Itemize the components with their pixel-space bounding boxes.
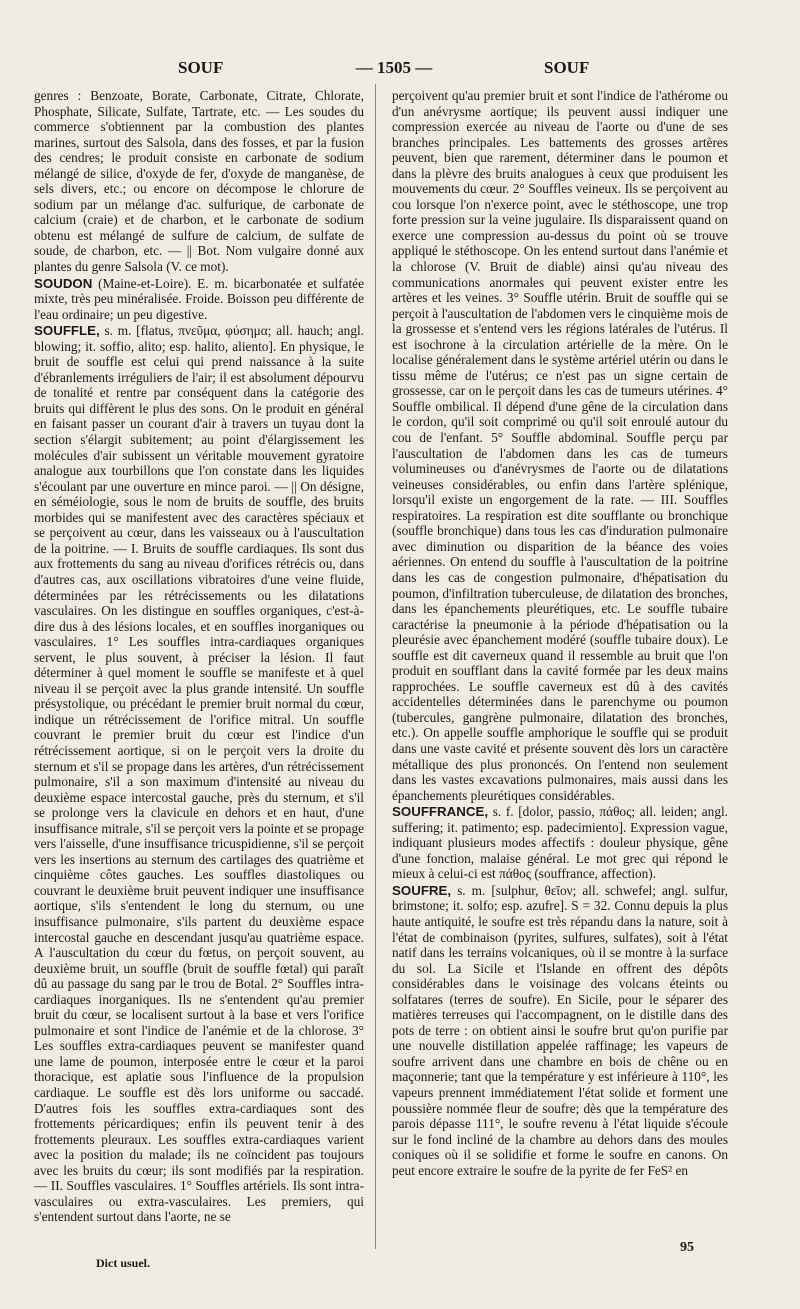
footer-signature-mark: Dict usuel. xyxy=(96,1256,150,1270)
page-number-header: — 1505 — xyxy=(355,58,433,77)
footer-sheet-number: 95 xyxy=(680,1240,694,1255)
column-divider xyxy=(375,84,376,1249)
headword-souffrance: SOUFFRANCE, xyxy=(392,804,489,820)
entry-soufre-text: s. m. [sulphur, θεῖον; all. schwefel; angl. sulfur, brimstone; it. solfo; esp. azufre]. S = 32. Connu depuis la plus haute antiquité, le soufre est très répandu dans la nature, soit à l'état de combinaison (pyrites, sulfures, sulfates), soit à l'état natif dans les terrains volcaniques, où il se montre à la surface du sol. La Sicile et l'Islande en offrent des dépôts considérables dans le voisinage des volcans éteints ou solfatares (terres de soufre). En Sicile, pour le séparer des matières terreuses qui l'accompagnent, on le distille dans des pots de terre : on obtient ainsi le soufre brut qu'on purifie par une nouvelle distillation appelée raffinage; les vapeurs de soufre arrivent dans une chambre en bois de chêne ou en maçonnerie; tant que la température y est inférieure à 110°, les vapeurs prennent immédiatement l'état solide et forment une poussière nommée fleur de soufre; dès que la température des parois dépasse 111°, le soufre revenu à l'état liquide s'écoule sur le fond incliné de la chambre au dehors dans des moules coniques où il se solidifie et forme le soufre en canons. On peut encore extraire le soufre de la pyrite de fer FeS² en xyxy=(392,882,728,1178)
entry-souffrance xyxy=(392,804,728,882)
entry-soudon-text: (Maine-et-Loire). E. m. bicarbonatée et sulfatée mixte, très peu minéralisée. Froide. Boisson peu différente de l'eau ordinaire; un peu digestive. xyxy=(34,275,364,322)
header-left-word: SOUF xyxy=(178,58,224,77)
running-header xyxy=(0,58,800,80)
headword-soudon: SOUDON xyxy=(34,275,93,291)
right-column xyxy=(392,88,728,1178)
headword-soufre: SOUFRE, xyxy=(392,882,452,898)
entry-soufre xyxy=(392,883,728,1178)
entry-souffle xyxy=(34,323,364,1225)
headword-souffle: SOUFFLE, xyxy=(34,323,100,339)
entry-souffrance-text: s. f. [dolor, passio, πάθος; all. leiden; angl. suffering; it. patimento; esp. padecimiento]. Expression vague, indiquant plusieurs modes affectifs : douleur physique, gêne d'une fonction, malaise général. Le mot grec qui répond le mieux à celui-ci est πάθος (souffrance, affection). xyxy=(392,804,728,882)
entry-soudon xyxy=(34,276,364,323)
entry-souffle-continued: perçoivent qu'au premier bruit et sont l'indice de l'athérome ou d'un anévrysme aortique; ils peuvent aussi indiquer une compression exercée au niveau de l'aorte ou d'une de ses branches principales. Les battements des grosses artères peuvent, bien que rarement, déterminer dans le poumon et dans la plèvre des bruits analogues à ceux que produisent les mouvements du cœur. 2° Souffles veineux. Ils se perçoivent au cou lorsque l'on n'exerce point, avec le stéthoscope, une trop forte pression sur la veine jugulaire. Ils disparaissent quand on exerce une compression au-dessus du point où se trouve appliqué le stéthoscope. On les entend surtout dans l'anémie et la chlorose (V. Bruit de diable) ainsi qu'au niveau des communications anormales qui peuvent exister entre les artères et les veines. 3° Souffle utérin. Bruit de souffle qui se perçoit à l'auscultation de l'abdomen vers le cinquième mois de la grossesse et s'entend vers les régions latérales de l'utérus. Il est isochrone à la circulation artérielle de la mère. On le localise généralement dans le système artériel utérin ou dans le tissu même de l'utérus; ce n'est pas un signe certain de grossesse, car on le perçoit dans les cas de tumeurs utérines. 4° Souffle ombilical. Il dépend d'une gêne de la circulation dans le cordon, qu'il soit comprimé ou qu'il soit enroulé autour du cou de l'enfant. 5° Souffle abdominal. Souffle perçu par l'auscultation de l'abdomen dans les cas de tumeurs volumineuses ou d'anévrysmes de l'aorte ou de dilatations veineuses considérables, ou enfin dans l'artère splénique, lorsqu'il existe un engorgement de la rate. — III. Souffles respiratoires. La respiration est dite soufflante ou bronchique (souffle bronchique) dans tous les cas d'induration pulmonaire avec diminution ou disparition de la béance des voies aériennes. On entend du souffle à l'auscultation de la poitrine dans les cas de congestion pulmonaire, d'hépatisation du poumon, d'infiltration tuberculeuse, de dilatation des bronches, dans les épanchements pleurétiques, etc. Le souffle tubaire caractérise la pneumonie à la période d'hépatisation ou la pleurésie avec épanchement modéré (souffle tubaire doux). Le souffle est dit caverneux quand il ressemble au bruit que l'on produit en soufflant dans la cavité formée par les deux mains rapprochées. Le souffle caverneux est dû à des cavités accidentelles déterminées dans le parenchyme ou poumon (tubercules, gangrène pulmonaire, dilatation des bronches, etc.). On appelle souffle amphorique le souffle qui se produit dans une vaste cavité et présente souvent dès lors un caractère métallique des plus prononcés. On l'entend non seulement dans les vastes excavations pulmonaires, mais aussi dans les épanchements pleurétiques considérables. xyxy=(392,88,728,803)
entry-soude-continued: genres : Benzoate, Borate, Carbonate, Citrate, Chlorate, Phosphate, Silicate, Sulfate, Tartrate, etc. — Les soudes du commerce s'obtiennent par la combustion des plantes marines, surtout des Salsola, dans des fosses, et par la fusion des cendres; le produit consiste en carbonate de sodium mélangé de silice, d'oxyde de fer, d'oxyde de manganèse, de sels divers, etc.; ou encore on décompose le chlorure de sodium par un mélange d'ac. sulfurique, de carbonate de calcium (craie) et de charbon, et le carbonate de sodium obtenu est mélangé de sulfure de calcium, de sulfate de soude, de charbon, etc. — || Bot. Nom vulgaire donné aux plantes du genre Salsola (V. ce mot). xyxy=(34,88,364,275)
left-column xyxy=(34,88,364,1225)
header-right-word: SOUF xyxy=(544,58,590,77)
entry-souffle-text: s. m. [flatus, πνεῦμα, φύσημα; all. hauch; angl. blowing; it. soffio, alito; esp. halito, aliento]. En physique, le bruit de souffle est celui qui prend naissance à la suite d'ébranlements irréguliers de l'air; il est absolument dépourvu de tonalité et rentre par conséquent dans la catégorie des bruits qui diffèrent le plus des sons. On le produit en général en faisant passer un courant d'air à travers un tuyau dont la section s'élargit subitement; au point d'élargissement les molécules d'air subissent un véritable mouvement gyratoire analogue aux tourbillons que l'on constate dans les liquides s'écoulant par une ouverture en mince paroi. — || On désigne, en séméiologie, sous le nom de bruits de souffle, des bruits morbides qui se manifestent avec des caractères spéciaux et se perçoivent au cœur, dans les vaisseaux ou à l'auscultation de la poitrine. — I. Bruits de souffle cardiaques. Ils sont dus aux frottements du sang au niveau d'orifices rétrécis ou, dans d'autres cas, aux oscillations vibratoires d'une veine fluide, déterminées par les rétrécissements ou les dilatations vasculaires. On les distingue en souffles organiques, c'est-à-dire dus à des lésions locales, et en souffles inorganiques ou vasculaires. 1° Les souffles intra-cardiaques organiques servent, le plus souvent, à préciser la lésion. Il faut déterminer à quel moment le souffle se manifeste et à quel niveau il se perçoit avec la plus grande intensité. Un souffle présystolique, ou précédant le premier bruit normal du cœur, indique un rétrécissement de l'orifice mitral. Un souffle couvrant le premier bruit du cœur est l'indice d'un rétrécissement aortique, si on le perçoit vers la droite du sternum et s'il se propage dans les artères, d'un rétrécissement pulmonaire, s'il a son maximum d'intensité au niveau du deuxième espace intercostal gauche, près du sternum, et s'il se prolonge vers la clavicule en dehors et en haut, d'une insuffisance mitrale, s'il se perçoit vers la pointe et se propage vers l'aisselle, d'une insuffisance tricuspidienne, s'il se perçoit vers les insertions au sternum des cartilages des quatrième et cinquième côtes gauches. Les souffles diastoliques ou couvrant le deuxième bruit peuvent indiquer une insuffisance aortique, s'ils s'entendent le long du sternum, ou une insuffisance pulmonaire, s'ils partent du deuxième espace intercostal gauche en descendant jusqu'au quatrième espace. A l'auscultation du cœur du fœtus, on perçoit souvent, au deuxième bruit, un souffle (bruit de souffle fœtal) qui paraît dû au passage du sang par le trou de Botal. 2° Souffles intra-cardiaques inorganiques. Ils ne s'entendent qu'au premier bruit du cœur, se localisent surtout à la base et vers l'orifice pulmonaire et sont l'indice de l'anémie et de la chlorose. 3° Les souffles extra-cardiaques peuvent se manifester quand une lame de poumon, interposée entre le cœur et la paroi thoracique, est aplatie sous l'influence de la propulsion cardiaque. Le souffle est dès lors uniforme ou saccadé. D'autres fois les souffles extra-cardiaques sont des frottements péricardiques; enfin ils peuvent tenir à des frottements pleuraux. Les souffles extra-cardiaques varient avec la position du malade; ils ne coïncident pas toujours avec les bruits du cœur; ils sont modifiés par la respiration. — II. Souffles vasculaires. 1° Souffles artériels. Ils sont intra-vasculaires ou extra-vasculaires. Les premiers, qui s'entendent surtout dans l'aorte, ne se xyxy=(34,323,364,1225)
